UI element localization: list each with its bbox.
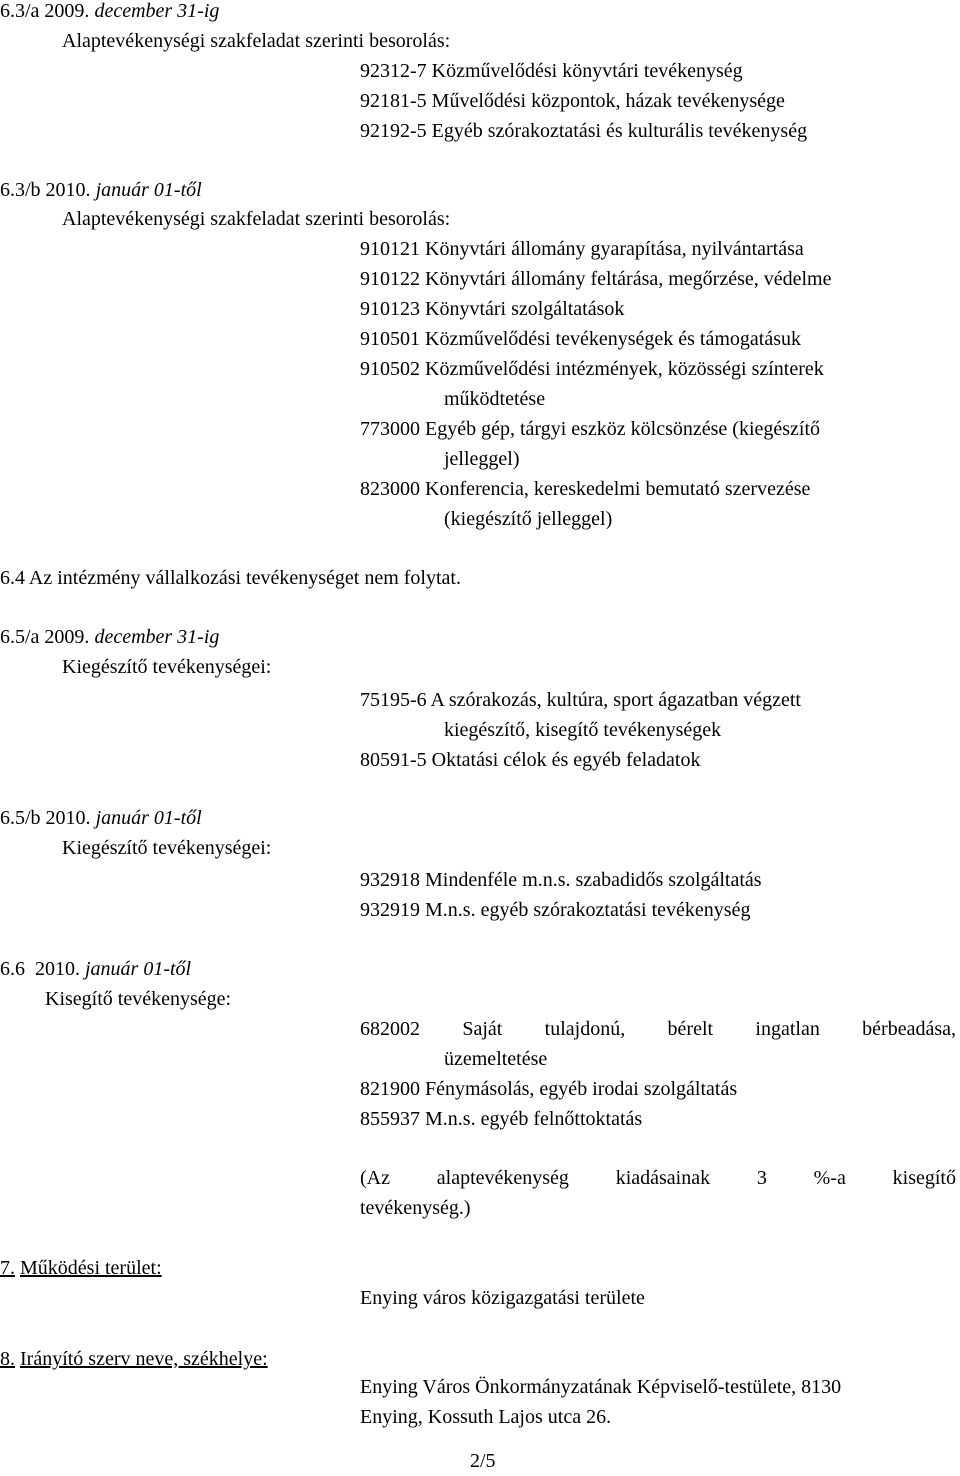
page-number: 2/5	[470, 1450, 496, 1472]
list-item-continuation: üzemeltetése	[444, 1048, 548, 1070]
list-item: 92312-7 Közművelődési könyvtári tevékenység	[360, 60, 743, 82]
governing-body-address: Enying, Kossuth Lajos utca 26.	[360, 1406, 612, 1428]
list-item: 92181-5 Művelődési központok, házak tevékenysége	[360, 90, 785, 112]
list-item-continuation: (kiegészítő jelleggel)	[444, 508, 613, 530]
section-6-5a-label: Kiegészítő tevékenységei:	[62, 656, 272, 678]
list-item: 910123 Könyvtári szolgáltatások	[360, 298, 625, 320]
list-item: 932918 Mindenféle m.n.s. szabadidős szolgáltatás	[360, 869, 762, 891]
note-text: (Az alaptevékenység kiadásainak 3 %-a kisegítő	[360, 1167, 956, 1189]
note-text-continuation: tevékenység.)	[360, 1197, 471, 1219]
section-6-6-label: Kisegítő tevékenysége:	[45, 988, 232, 1010]
section-6-3a-heading: Alaptevékenységi szakfeladat szerinti besorolás:	[62, 30, 451, 52]
governing-body-value: Enying Város Önkormányzatának Képviselő-testülete, 8130	[360, 1376, 842, 1398]
list-item: 910122 Könyvtári állomány feltárása, megőrzése, védelme	[360, 268, 832, 290]
list-item: 682002 Saját tulajdonú, bérelt ingatlan bérbeadása,	[360, 1018, 956, 1040]
section-6-5a-title: 6.5/a 2009. december 31-ig	[0, 626, 220, 648]
list-item: 773000 Egyéb gép, tárgyi eszköz kölcsönzése (kiegészítő	[360, 418, 821, 440]
list-item: 932919 M.n.s. egyéb szórakoztatási tevékenység	[360, 899, 751, 921]
section-6-4: 6.4 Az intézmény vállalkozási tevékenységet nem folytat.	[0, 567, 461, 589]
list-item-continuation: kiegészítő, kisegítő tevékenységek	[444, 719, 722, 741]
section-7-label: 7. Működési terület:	[0, 1257, 162, 1279]
list-item: 910501 Közművelődési tevékenységek és támogatásuk	[360, 328, 801, 350]
list-item-continuation: jelleggel)	[444, 448, 520, 470]
list-item-continuation: működtetése	[444, 388, 546, 410]
list-item: 821900 Fénymásolás, egyéb irodai szolgáltatás	[360, 1078, 738, 1100]
list-item: 910121 Könyvtári állomány gyarapítása, nyilvántartása	[360, 238, 804, 260]
list-item: 92192-5 Egyéb szórakoztatási és kulturális tevékenység	[360, 120, 808, 142]
section-6-3b-heading: Alaptevékenységi szakfeladat szerinti besorolás:	[62, 208, 451, 230]
section-6-5b-title: 6.5/b 2010. január 01-től	[0, 807, 202, 829]
section-6-3b-title: 6.3/b 2010. január 01-től	[0, 179, 202, 201]
section-6-3a-title: 6.3/a 2009. december 31-ig	[0, 0, 220, 22]
section-6-5b-label: Kiegészítő tevékenységei:	[62, 837, 272, 859]
list-item: 823000 Konferencia, kereskedelmi bemutató szervezése	[360, 478, 811, 500]
list-item: 80591-5 Oktatási célok és egyéb feladatok	[360, 749, 701, 771]
operating-area-value: Enying város közigazgatási területe	[360, 1287, 645, 1309]
list-item: 910502 Közművelődési intézmények, közösségi színterek	[360, 358, 824, 380]
section-6-6-title: 6.6 2010. január 01-től	[0, 958, 192, 980]
section-8-label: 8. Irányító szerv neve, székhelye:	[0, 1348, 268, 1370]
list-item: 855937 M.n.s. egyéb felnőttoktatás	[360, 1108, 643, 1130]
list-item: 75195-6 A szórakozás, kultúra, sport ágazatban végzett	[360, 689, 801, 711]
